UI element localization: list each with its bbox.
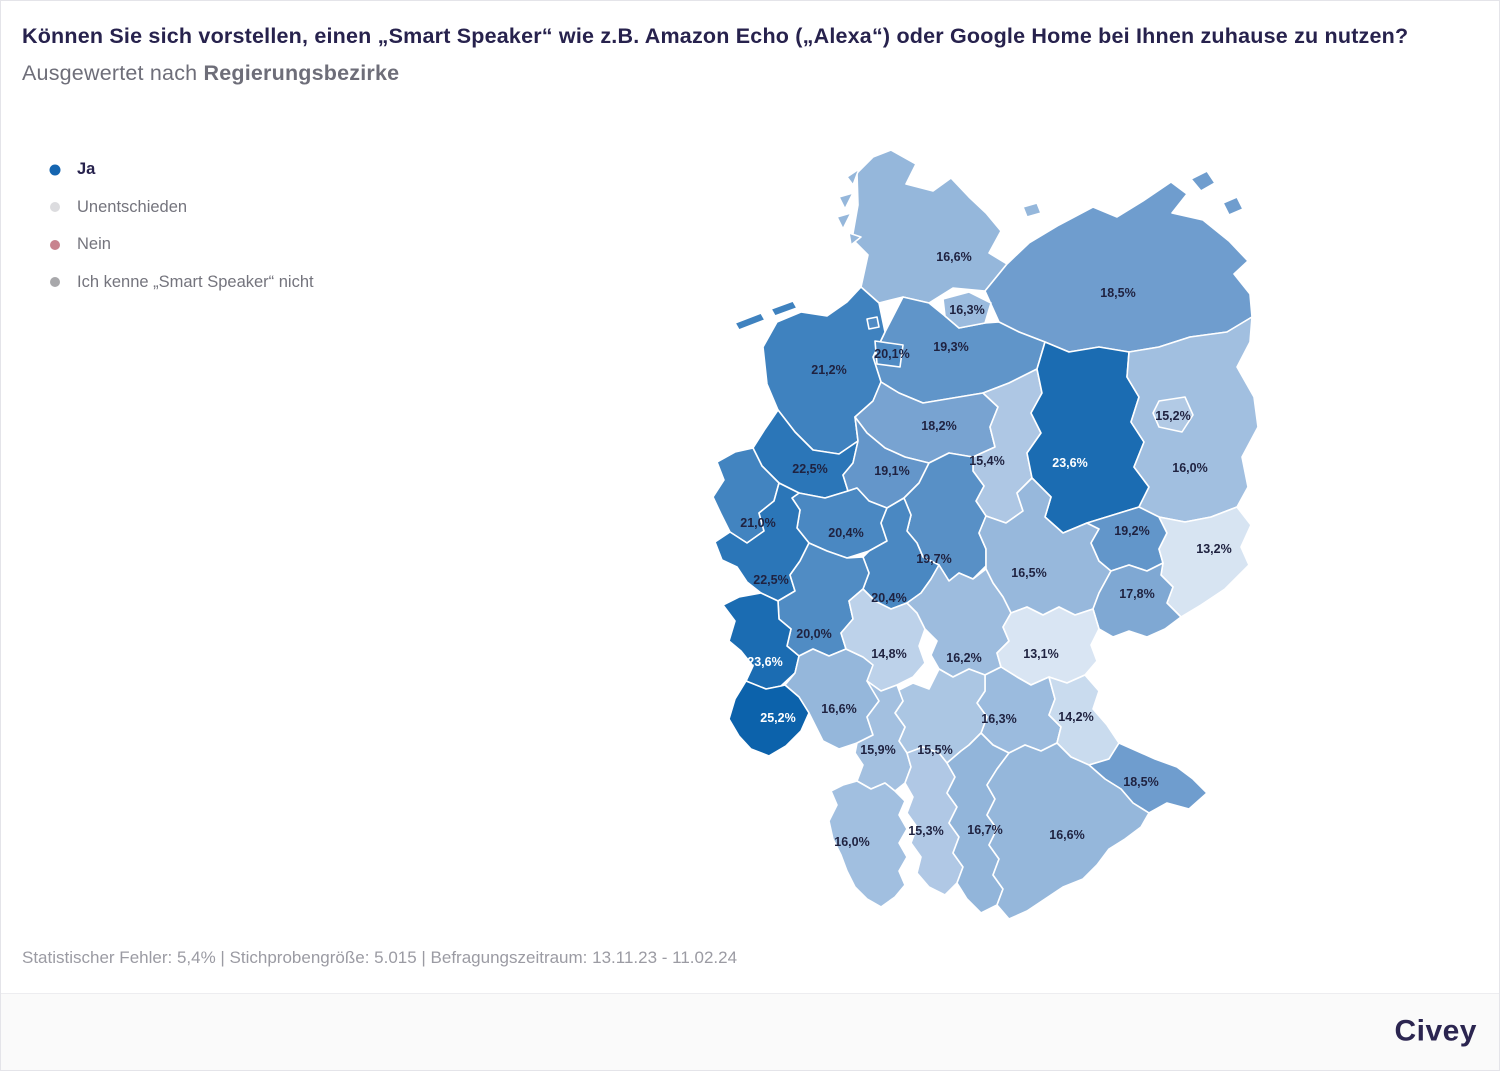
region-label-brandenburg: 16,0% — [1172, 461, 1208, 475]
region-label-schwaben: 16,7% — [967, 823, 1003, 837]
germany-map — [701, 141, 1261, 941]
legend-item-unentschieden[interactable] — [49, 189, 314, 227]
region-label-darmstadt: 14,8% — [871, 647, 907, 661]
legend-dot-kenne-nicht-circle — [50, 277, 60, 287]
region-label-weser-ems: 21,2% — [811, 363, 847, 377]
region-bremen-bremerhaven[interactable] — [867, 317, 879, 329]
island-ruegen — [1191, 171, 1215, 191]
region-label-arnsberg: 20,4% — [828, 526, 864, 540]
title-breakdown: Regierungsbezirke — [203, 61, 400, 85]
region-dresden[interactable] — [1159, 507, 1251, 617]
brand-bar — [1, 993, 1499, 1070]
island-ostfriesland-2 — [771, 301, 797, 316]
legend-dot-ja-circle — [50, 164, 61, 175]
region-label-chemnitz: 17,8% — [1119, 587, 1155, 601]
region-label-oberpfalz: 14,2% — [1058, 710, 1094, 724]
legend-dot-ja-icon — [49, 164, 61, 176]
legend-dot-kenne-nicht-icon — [49, 276, 61, 288]
page-title — [22, 18, 1452, 92]
region-label-koeln: 22,5% — [753, 573, 789, 587]
region-label-oberfranken: 13,1% — [1023, 647, 1059, 661]
legend-item-nein[interactable] — [49, 226, 314, 264]
civey-logo[interactable]: Civey — [1394, 1014, 1477, 1048]
region-label-hannover: 18,2% — [921, 419, 957, 433]
region-schleswig-holstein[interactable] — [852, 150, 1007, 303]
legend-item-kenne-nicht[interactable] — [49, 264, 314, 302]
region-label-kassel: 19,7% — [916, 552, 952, 566]
island-nordfriesland-3 — [837, 213, 851, 229]
region-label-oberbayern: 16,6% — [1049, 828, 1085, 842]
region-label-unterfranken: 16,2% — [946, 651, 982, 665]
region-label-koblenz: 20,0% — [796, 627, 832, 641]
island-fehmarn — [1023, 203, 1041, 217]
region-label-mecklenburg-vorpommern: 18,5% — [1100, 286, 1136, 300]
title-suffix: Ausgewertet nach — [22, 61, 198, 85]
region-label-freiburg: 16,0% — [834, 835, 870, 849]
legend-label-ja: Ja — [77, 160, 96, 179]
region-label-sachsen-anhalt: 23,6% — [1052, 456, 1088, 470]
island-usedom — [1223, 197, 1243, 215]
region-label-schleswig-holstein: 16,6% — [936, 250, 972, 264]
survey-stats: Statistischer Fehler: 5,4% | Stichprobengröße: 5.015 | Befragungszeitraum: 13.11.23 - 11.02.24 — [22, 948, 738, 967]
island-nordfriesland-2 — [839, 193, 853, 209]
region-label-niederbayern: 18,5% — [1123, 775, 1159, 789]
region-label-karlsruhe: 15,9% — [860, 743, 896, 757]
region-label-berlin: 15,2% — [1155, 409, 1191, 423]
legend-label-nein: Nein — [77, 235, 111, 254]
region-label-stuttgart: 15,5% — [917, 743, 953, 757]
region-label-trier: 23,6% — [747, 655, 783, 669]
region-label-saarland: 25,2% — [760, 711, 796, 725]
region-label-tuebingen: 15,3% — [908, 824, 944, 838]
legend-dot-unentschieden-icon — [49, 201, 61, 213]
region-label-hamburg: 16,3% — [949, 303, 985, 317]
region-label-dresden: 13,2% — [1196, 542, 1232, 556]
region-label-bremen: 20,1% — [874, 347, 910, 361]
region-label-thueringen: 16,5% — [1011, 566, 1047, 580]
region-label-leipzig: 19,2% — [1114, 524, 1150, 538]
legend-dot-unentschieden-circle — [50, 202, 60, 212]
region-label-mittelfranken: 16,3% — [981, 712, 1017, 726]
region-label-rheinhessen-pfalz: 16,6% — [821, 702, 857, 716]
island-ostfriesland-1 — [735, 313, 765, 330]
legend-dot-nein-icon — [49, 239, 61, 251]
region-label-muenster: 22,5% — [792, 462, 828, 476]
legend-label-kenne-nicht: Ich kenne „Smart Speaker“ nicht — [77, 272, 314, 291]
region-label-braunschweig: 15,4% — [969, 454, 1005, 468]
region-mittelfranken[interactable] — [977, 667, 1061, 753]
region-label-giessen: 20,4% — [871, 591, 907, 605]
region-label-detmold: 19,1% — [874, 464, 910, 478]
title-question: Können Sie sich vorstellen, einen „Smart Speaker“ wie z.B. Amazon Echo („Alexa“) oder Google Home bei Ihnen zuhause zu nutzen? — [22, 24, 1409, 48]
legend-label-unentschieden: Unentschieden — [77, 197, 188, 216]
legend-dot-nein-circle — [50, 240, 60, 250]
region-label-lueneburg: 19,3% — [933, 340, 969, 354]
region-label-duesseldorf: 21,0% — [740, 516, 776, 530]
legend-item-ja[interactable] — [49, 151, 314, 189]
answer-legend — [49, 151, 314, 301]
